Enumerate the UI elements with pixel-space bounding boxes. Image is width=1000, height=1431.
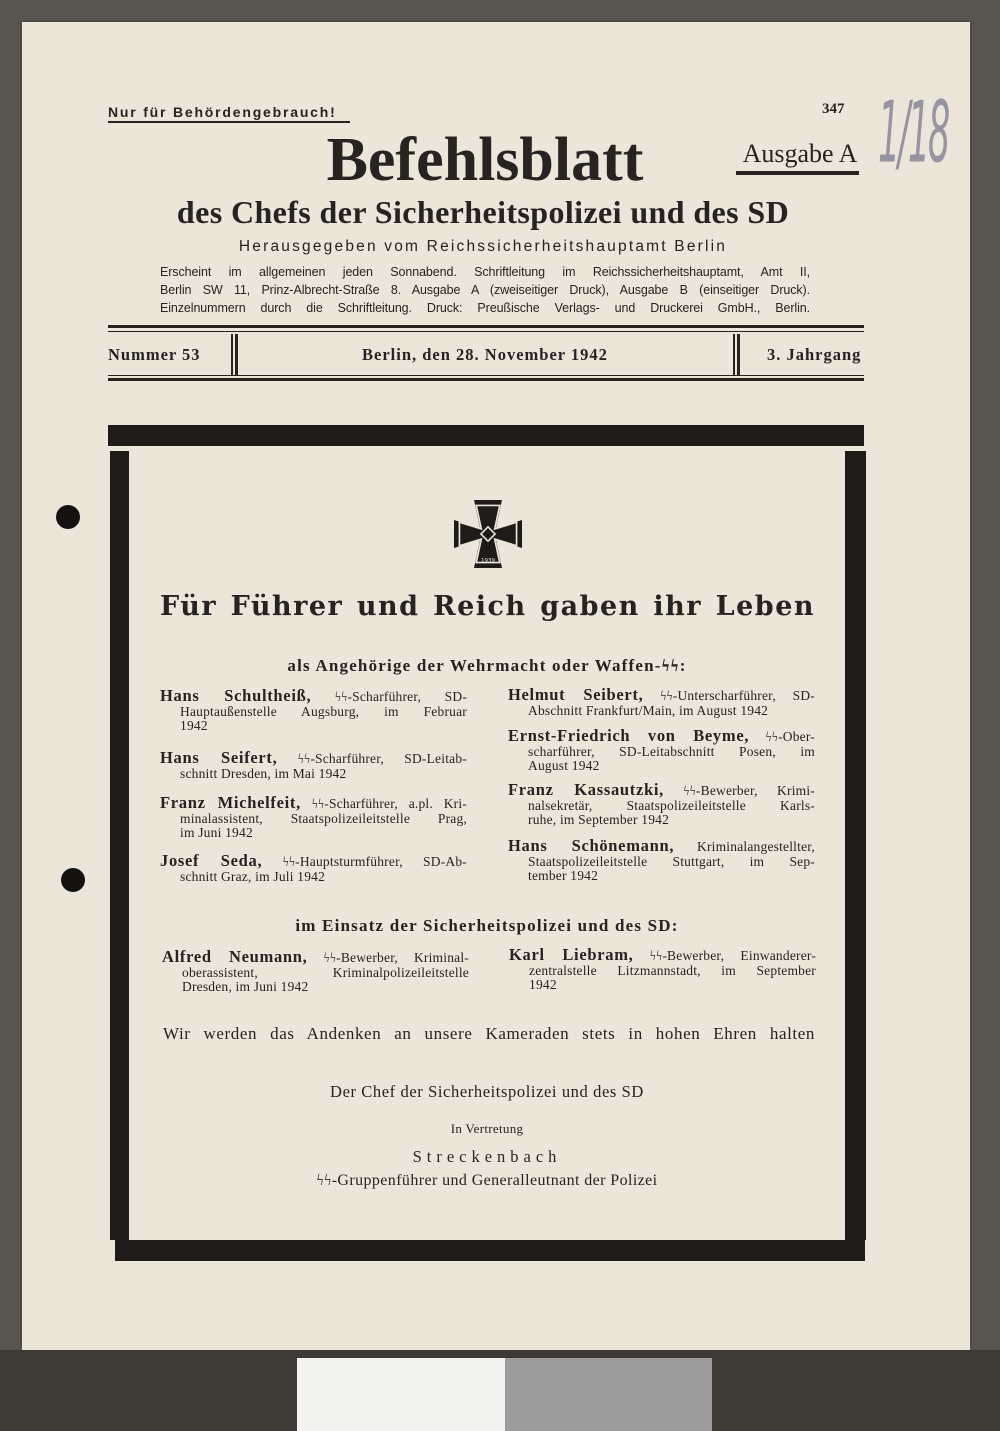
- section-heading: im Einsatz der Sicherheitspolizei und des SD:: [295, 916, 679, 935]
- fallen-name: Hans Seifert,: [160, 748, 278, 767]
- fallen-name: Franz Michelfeit,: [160, 793, 301, 812]
- entry-line: [162, 948, 469, 966]
- entry-line: [508, 686, 815, 704]
- column-divider: [231, 334, 233, 376]
- publication-subtitle: des Chefs der Sicherheitspolizei und des SD: [176, 194, 790, 230]
- entry-line: August 1942: [528, 758, 600, 773]
- restriction-underline: [108, 121, 350, 123]
- imprint-line: Berlin SW 11, Prinz-Albrecht-Straße 8. Ausgabe A (zweiseitiger Druck), Ausgabe B (einseitiger Druck).: [160, 283, 810, 297]
- issue-date: Berlin, den 28. November 1942: [362, 345, 608, 364]
- publisher-line: Herausgegeben vom Reichssicherheitshauptamt Berlin: [238, 238, 728, 255]
- obituary-entry: [160, 749, 467, 781]
- handwritten-annotation: 1/18: [878, 83, 949, 182]
- imprint-line: Erscheint im allgemeinen jeden Sonnabend. Schriftleitung im Reichssicherheitshauptamt, Amt II,: [160, 265, 810, 279]
- entry-line: [160, 687, 467, 705]
- entry-line: [160, 794, 467, 812]
- obituary-entry: [162, 948, 469, 994]
- obituary-entry: [160, 687, 467, 733]
- entry-text: ϟϟ-Scharführer, SD-Leitab-: [297, 751, 467, 766]
- fallen-name: Ernst-Friedrich von Beyme,: [508, 726, 750, 745]
- obituary-heading: Für Führer und Reich gaben ihr Leben: [160, 591, 815, 622]
- entry-line: minalassistent, Staatspolizeileitstelle Prag,: [180, 811, 467, 826]
- obituary-entry: [508, 727, 815, 773]
- column-divider: [235, 334, 238, 376]
- entry-text: ϟϟ-Scharführer, a.pl. Kri-: [311, 796, 467, 811]
- fallen-name: Josef Seda,: [160, 851, 263, 870]
- frame-right: [845, 451, 866, 1240]
- obituary-entry: [508, 837, 815, 883]
- entry-line: 1942: [529, 977, 557, 992]
- emblem-year: 1939: [481, 558, 495, 564]
- calibration-patch-white: [297, 1358, 505, 1431]
- entry-text: Kriminalangestellter,: [697, 839, 816, 854]
- frame-top: [108, 425, 864, 446]
- signatory-office: Der Chef der Sicherheitspolizei und des SD: [330, 1082, 644, 1101]
- column-divider: [733, 334, 735, 376]
- entry-text: ϟϟ-Ober-: [765, 729, 815, 744]
- signatory-rank: ϟϟ-Gruppenführer und Generalleutnant der Polizei: [316, 1172, 658, 1189]
- entry-line: Abschnitt Frankfurt/Main, im August 1942: [528, 703, 769, 718]
- entry-line: [508, 837, 815, 855]
- entry-line: Staatspolizeileitstelle Stuttgart, im Sep-: [528, 854, 815, 869]
- entry-line: Hauptaußenstelle Augsburg, im Februar: [180, 704, 467, 719]
- entry-line: Dresden, im Juni 1942: [182, 979, 309, 994]
- obituary-entry: [160, 852, 467, 884]
- entry-line: schnitt Graz, im Juli 1942: [180, 869, 326, 884]
- fallen-name: Helmut Seibert,: [508, 685, 644, 704]
- publication-title: Befehlsblatt: [326, 126, 644, 194]
- issue-number: Nummer 53: [108, 345, 201, 364]
- edition-underline: [736, 171, 859, 175]
- entry-line: [160, 749, 467, 767]
- fallen-name: Franz Kassautzki,: [508, 780, 664, 799]
- frame-left: [110, 451, 129, 1240]
- entry-line: nalsekretär, Staatspolizeileitstelle Karls-: [528, 798, 815, 813]
- obituary-entry: [508, 781, 815, 827]
- iron-cross-icon: [452, 498, 524, 570]
- punch-hole: [61, 868, 85, 892]
- entry-text: ϟϟ-Unterscharführer, SD-: [660, 688, 815, 703]
- rule-thin: [108, 375, 864, 376]
- entry-text: ϟϟ-Bewerber, Krimi-: [683, 783, 816, 798]
- imprint-block: [160, 263, 810, 317]
- fallen-name: Hans Schultheiß,: [160, 686, 312, 705]
- rule-thick: [108, 378, 864, 381]
- page-number: 347: [822, 101, 845, 117]
- entry-line: [508, 781, 815, 799]
- entry-line: scharführer, SD-Leitabschnitt Posen, im: [528, 744, 815, 759]
- signatory-deputy-note: In Vertretung: [450, 1121, 524, 1136]
- entry-text: ϟϟ-Hauptsturmführer, SD-Ab-: [282, 854, 467, 869]
- obituary-entry: [508, 686, 815, 718]
- rule-thin: [108, 331, 864, 332]
- rule-thick: [108, 325, 864, 328]
- entry-line: schnitt Dresden, im Mai 1942: [180, 766, 347, 781]
- section-heading: als Angehörige der Wehrmacht oder Waffen-ϟϟ:: [287, 656, 687, 675]
- entry-text: ϟϟ-Bewerber, Kriminal-: [323, 950, 469, 965]
- obituary-entry: [160, 794, 467, 840]
- frame-bottom: [115, 1240, 865, 1261]
- entry-line: [508, 727, 815, 745]
- entry-line: [509, 946, 816, 964]
- calibration-patch-gray: [505, 1358, 712, 1431]
- entry-line: ruhe, im September 1942: [528, 812, 670, 827]
- entry-line: im Juni 1942: [180, 825, 253, 840]
- issue-volume: 3. Jahrgang: [767, 345, 862, 364]
- restriction-notice: Nur für Behördengebrauch!: [108, 104, 337, 120]
- entry-line: 1942: [180, 718, 208, 733]
- entry-line: tember 1942: [528, 868, 599, 883]
- signatory-name: Streckenbach: [412, 1147, 562, 1166]
- closing-statement: Wir werden das Andenken an unsere Kameraden stets in hohen Ehren halten: [163, 1024, 815, 1043]
- punch-hole: [56, 505, 80, 529]
- entry-line: oberassistent, Kriminalpolizeileitstelle: [182, 965, 469, 980]
- obituary-entry: [509, 946, 816, 992]
- entry-line: [160, 852, 467, 870]
- fallen-name: Hans Schönemann,: [508, 836, 675, 855]
- entry-text: ϟϟ-Bewerber, Einwanderer-: [649, 948, 817, 963]
- entry-line: zentralstelle Litzmannstadt, im September: [529, 963, 816, 978]
- fallen-name: Karl Liebram,: [509, 945, 634, 964]
- entry-text: ϟϟ-Scharführer, SD-: [334, 689, 468, 704]
- fallen-name: Alfred Neumann,: [162, 947, 308, 966]
- edition-label: Ausgabe A: [742, 139, 858, 168]
- imprint-line: Einzelnummern durch die Schriftleitung. Druck: Preußische Verlags- und Druckerei GmbH., Berlin.: [160, 301, 810, 315]
- column-divider: [737, 334, 740, 376]
